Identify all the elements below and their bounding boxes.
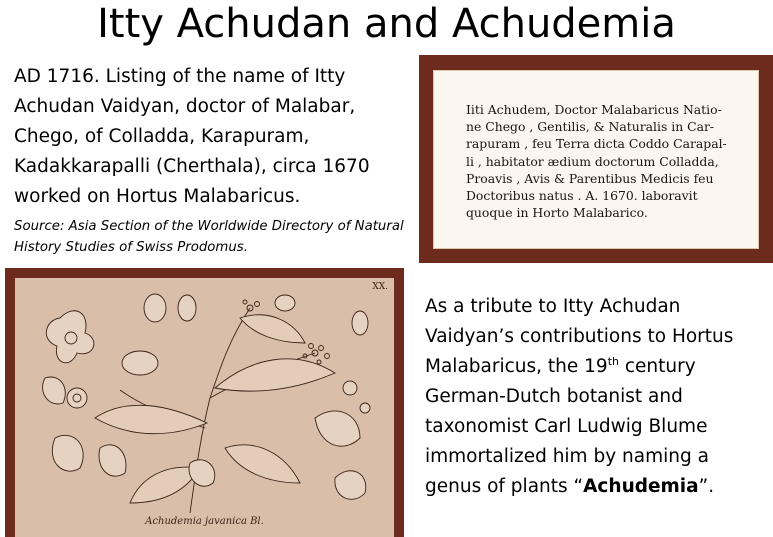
botanical-plate bbox=[15, 278, 394, 537]
genus-name: Achudemia bbox=[583, 476, 699, 497]
quote-line: li , habitator ædium doctorum Colladda, bbox=[466, 153, 719, 169]
quote-line: ne Chego , Gentilis, & Naturalis in Car- bbox=[466, 119, 715, 135]
tribute-text-start: As a tribute to Itty Achudan Vaidyan’s contributions to Hortus Malabaricus, the 19 bbox=[425, 296, 734, 377]
plate-caption: Achudemia javanica Bl. bbox=[145, 516, 264, 527]
source-citation: Source: Asia Section of the Worldwide Directory of Natural History Studies of Swiss Prodomus. bbox=[14, 219, 404, 255]
quote-line: Doctoribus natus . A. 1670. laboravit bbox=[466, 188, 698, 204]
quote-line: Proavis , Avis & Parentibus Medicis feu bbox=[466, 170, 714, 186]
tribute-text-end: ”. bbox=[698, 476, 715, 497]
botanical-illustration bbox=[15, 278, 394, 537]
botanical-plate-frame bbox=[5, 268, 404, 537]
quote-line: quoque in Horto Malabarico. bbox=[466, 205, 648, 221]
plate-number: XX. bbox=[372, 282, 388, 292]
quote-line: Iiti Achudem, Doctor Malabaricus Natio- bbox=[466, 102, 722, 117]
intro-paragraph: AD 1716. Listing of the name of Itty Achudan Vaidyan, doctor of Malabar, Chego, of Colladda, Karapuram, Kadakkarapalli (Cherthala), circa 1670 worked on Hortus Malabaricus. bbox=[14, 66, 370, 207]
latin-quote-frame bbox=[419, 55, 773, 263]
tribute-paragraph bbox=[425, 292, 765, 502]
tribute-text-middle: century German-Dutch botanist and taxonomist Carl Ludwig Blume immortalized him by naming a genus of plants “ bbox=[425, 356, 709, 497]
quote-line: rapuram , feu Terra dicta Coddo Carapal- bbox=[466, 136, 727, 152]
ordinal-suffix: th bbox=[607, 354, 619, 368]
slide-title: Itty Achudan and Achudemia bbox=[97, 1, 676, 47]
latin-quote-text bbox=[433, 70, 759, 249]
